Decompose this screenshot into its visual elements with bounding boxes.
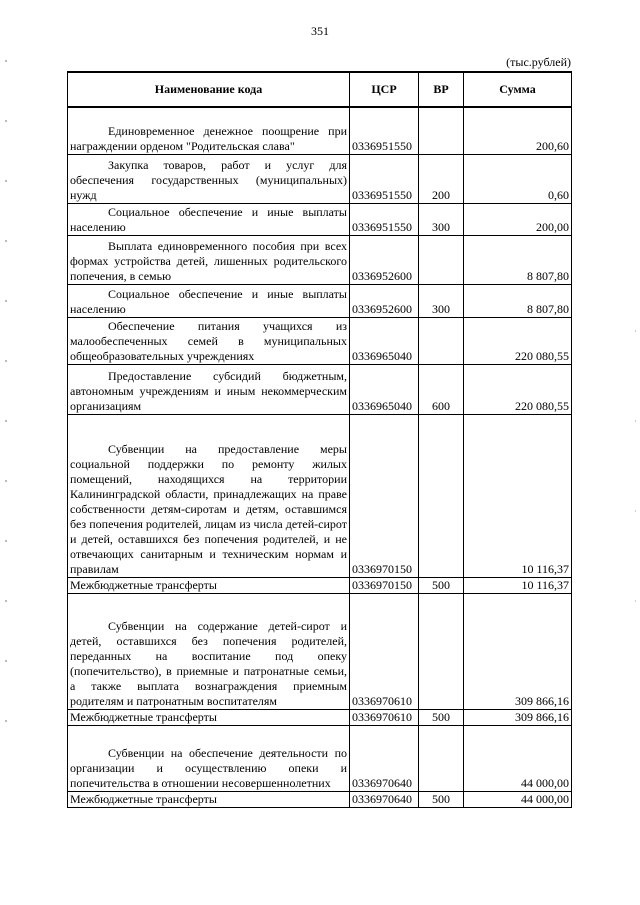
table-row	[68, 317, 572, 364]
row-sum: 8 807,80	[464, 235, 572, 284]
row-vr: 500	[419, 577, 464, 593]
row-sum: 44 000,00	[464, 725, 572, 791]
row-csr: 0336951550	[350, 107, 419, 154]
row-name: Единовременное денежное поощрение при награждении орденом "Родительская слава"	[68, 107, 350, 154]
row-name: Субвенции на обеспечение деятельности по организации и осуществлению опеки и попечительства в отношении несовершеннолетних	[68, 725, 350, 791]
row-csr: 0336970640	[350, 791, 419, 807]
header-vr: ВР	[419, 72, 464, 107]
row-vr	[419, 414, 464, 577]
row-csr: 0336951550	[350, 154, 419, 203]
row-sum: 10 116,37	[464, 414, 572, 577]
row-csr: 0336970150	[350, 577, 419, 593]
row-vr: 200	[419, 154, 464, 203]
row-vr: 300	[419, 284, 464, 317]
row-sum: 200,60	[464, 107, 572, 154]
header-name: Наименование кода	[68, 72, 350, 107]
table-row	[68, 709, 572, 725]
row-sum: 0,60	[464, 154, 572, 203]
row-name: Социальное обеспечение и иные выплаты населению	[68, 284, 350, 317]
row-vr: 600	[419, 364, 464, 414]
table-row	[68, 107, 572, 154]
row-sum: 8 807,80	[464, 284, 572, 317]
scan-edge-marks	[5, 60, 7, 780]
row-name: Субвенции на содержание детей-сирот и детей, оставшихся без попечения родителей, переданных на воспитание под опеку (попечительство), в приемные и патронатные семьи, а также выплата вознаграждения приемным родителям и патронатным воспитателям	[68, 593, 350, 709]
row-vr	[419, 725, 464, 791]
row-name: Межбюджетные трансферты	[68, 791, 350, 807]
row-sum: 10 116,37	[464, 577, 572, 593]
row-name: Социальное обеспечение и иные выплаты населению	[68, 203, 350, 235]
row-sum: 220 080,55	[464, 317, 572, 364]
row-vr: 300	[419, 203, 464, 235]
header-csr: ЦСР	[350, 72, 419, 107]
row-csr: 0336952600	[350, 235, 419, 284]
header-row	[68, 72, 572, 107]
row-vr: 500	[419, 791, 464, 807]
row-name: Межбюджетные трансферты	[68, 577, 350, 593]
row-name: Предоставление субсидий бюджетным, автономным учреждениям и иным некоммерческим организациям	[68, 364, 350, 414]
row-sum: 309 866,16	[464, 709, 572, 725]
row-sum: 220 080,55	[464, 364, 572, 414]
row-csr: 0336970610	[350, 593, 419, 709]
table-row	[68, 577, 572, 593]
row-name: Обеспечение питания учащихся из малообеспеченных семей в муниципальных общеобразовательных учреждениях	[68, 317, 350, 364]
row-vr	[419, 235, 464, 284]
header-sum: Сумма	[464, 72, 572, 107]
table-row	[68, 203, 572, 235]
row-name: Субвенции на предоставление меры социальной поддержки по ремонту жилых помещений, находящихся на территории Калининградской области, принадлежащих на праве собственности детям-сиротам и детям, оставшимся без попечения родителей, лицам из числа детей-сирот и детей, оставшихся без попечения родителей, и не отвечающих санитарным и техническим нормам и правилам	[68, 414, 350, 577]
table-row	[68, 593, 572, 709]
row-vr	[419, 593, 464, 709]
table-row	[68, 235, 572, 284]
row-csr: 0336965040	[350, 317, 419, 364]
row-csr: 0336970610	[350, 709, 419, 725]
row-sum: 309 866,16	[464, 593, 572, 709]
units-label: (тыс.рублей)	[506, 55, 571, 69]
table-row	[68, 414, 572, 577]
table-row	[68, 284, 572, 317]
page-number: 351	[311, 24, 329, 38]
row-vr	[419, 317, 464, 364]
table-row	[68, 364, 572, 414]
table-row	[68, 725, 572, 791]
row-vr	[419, 107, 464, 154]
row-name: Закупка товаров, работ и услуг для обеспечения государственных (муниципальных) нужд	[68, 154, 350, 203]
row-sum: 200,00	[464, 203, 572, 235]
table-row	[68, 791, 572, 807]
row-name: Межбюджетные трансферты	[68, 709, 350, 725]
row-csr: 0336965040	[350, 364, 419, 414]
table-row	[68, 154, 572, 203]
row-csr: 0336952600	[350, 284, 419, 317]
budget-table	[67, 71, 572, 808]
row-csr: 0336951550	[350, 203, 419, 235]
scan-edge-marks-right	[635, 330, 636, 610]
row-vr: 500	[419, 709, 464, 725]
row-name: Выплата единовременного пособия при всех формах устройства детей, лишенных родительского попечения, в семью	[68, 235, 350, 284]
row-csr: 0336970640	[350, 725, 419, 791]
row-csr: 0336970150	[350, 414, 419, 577]
row-sum: 44 000,00	[464, 791, 572, 807]
